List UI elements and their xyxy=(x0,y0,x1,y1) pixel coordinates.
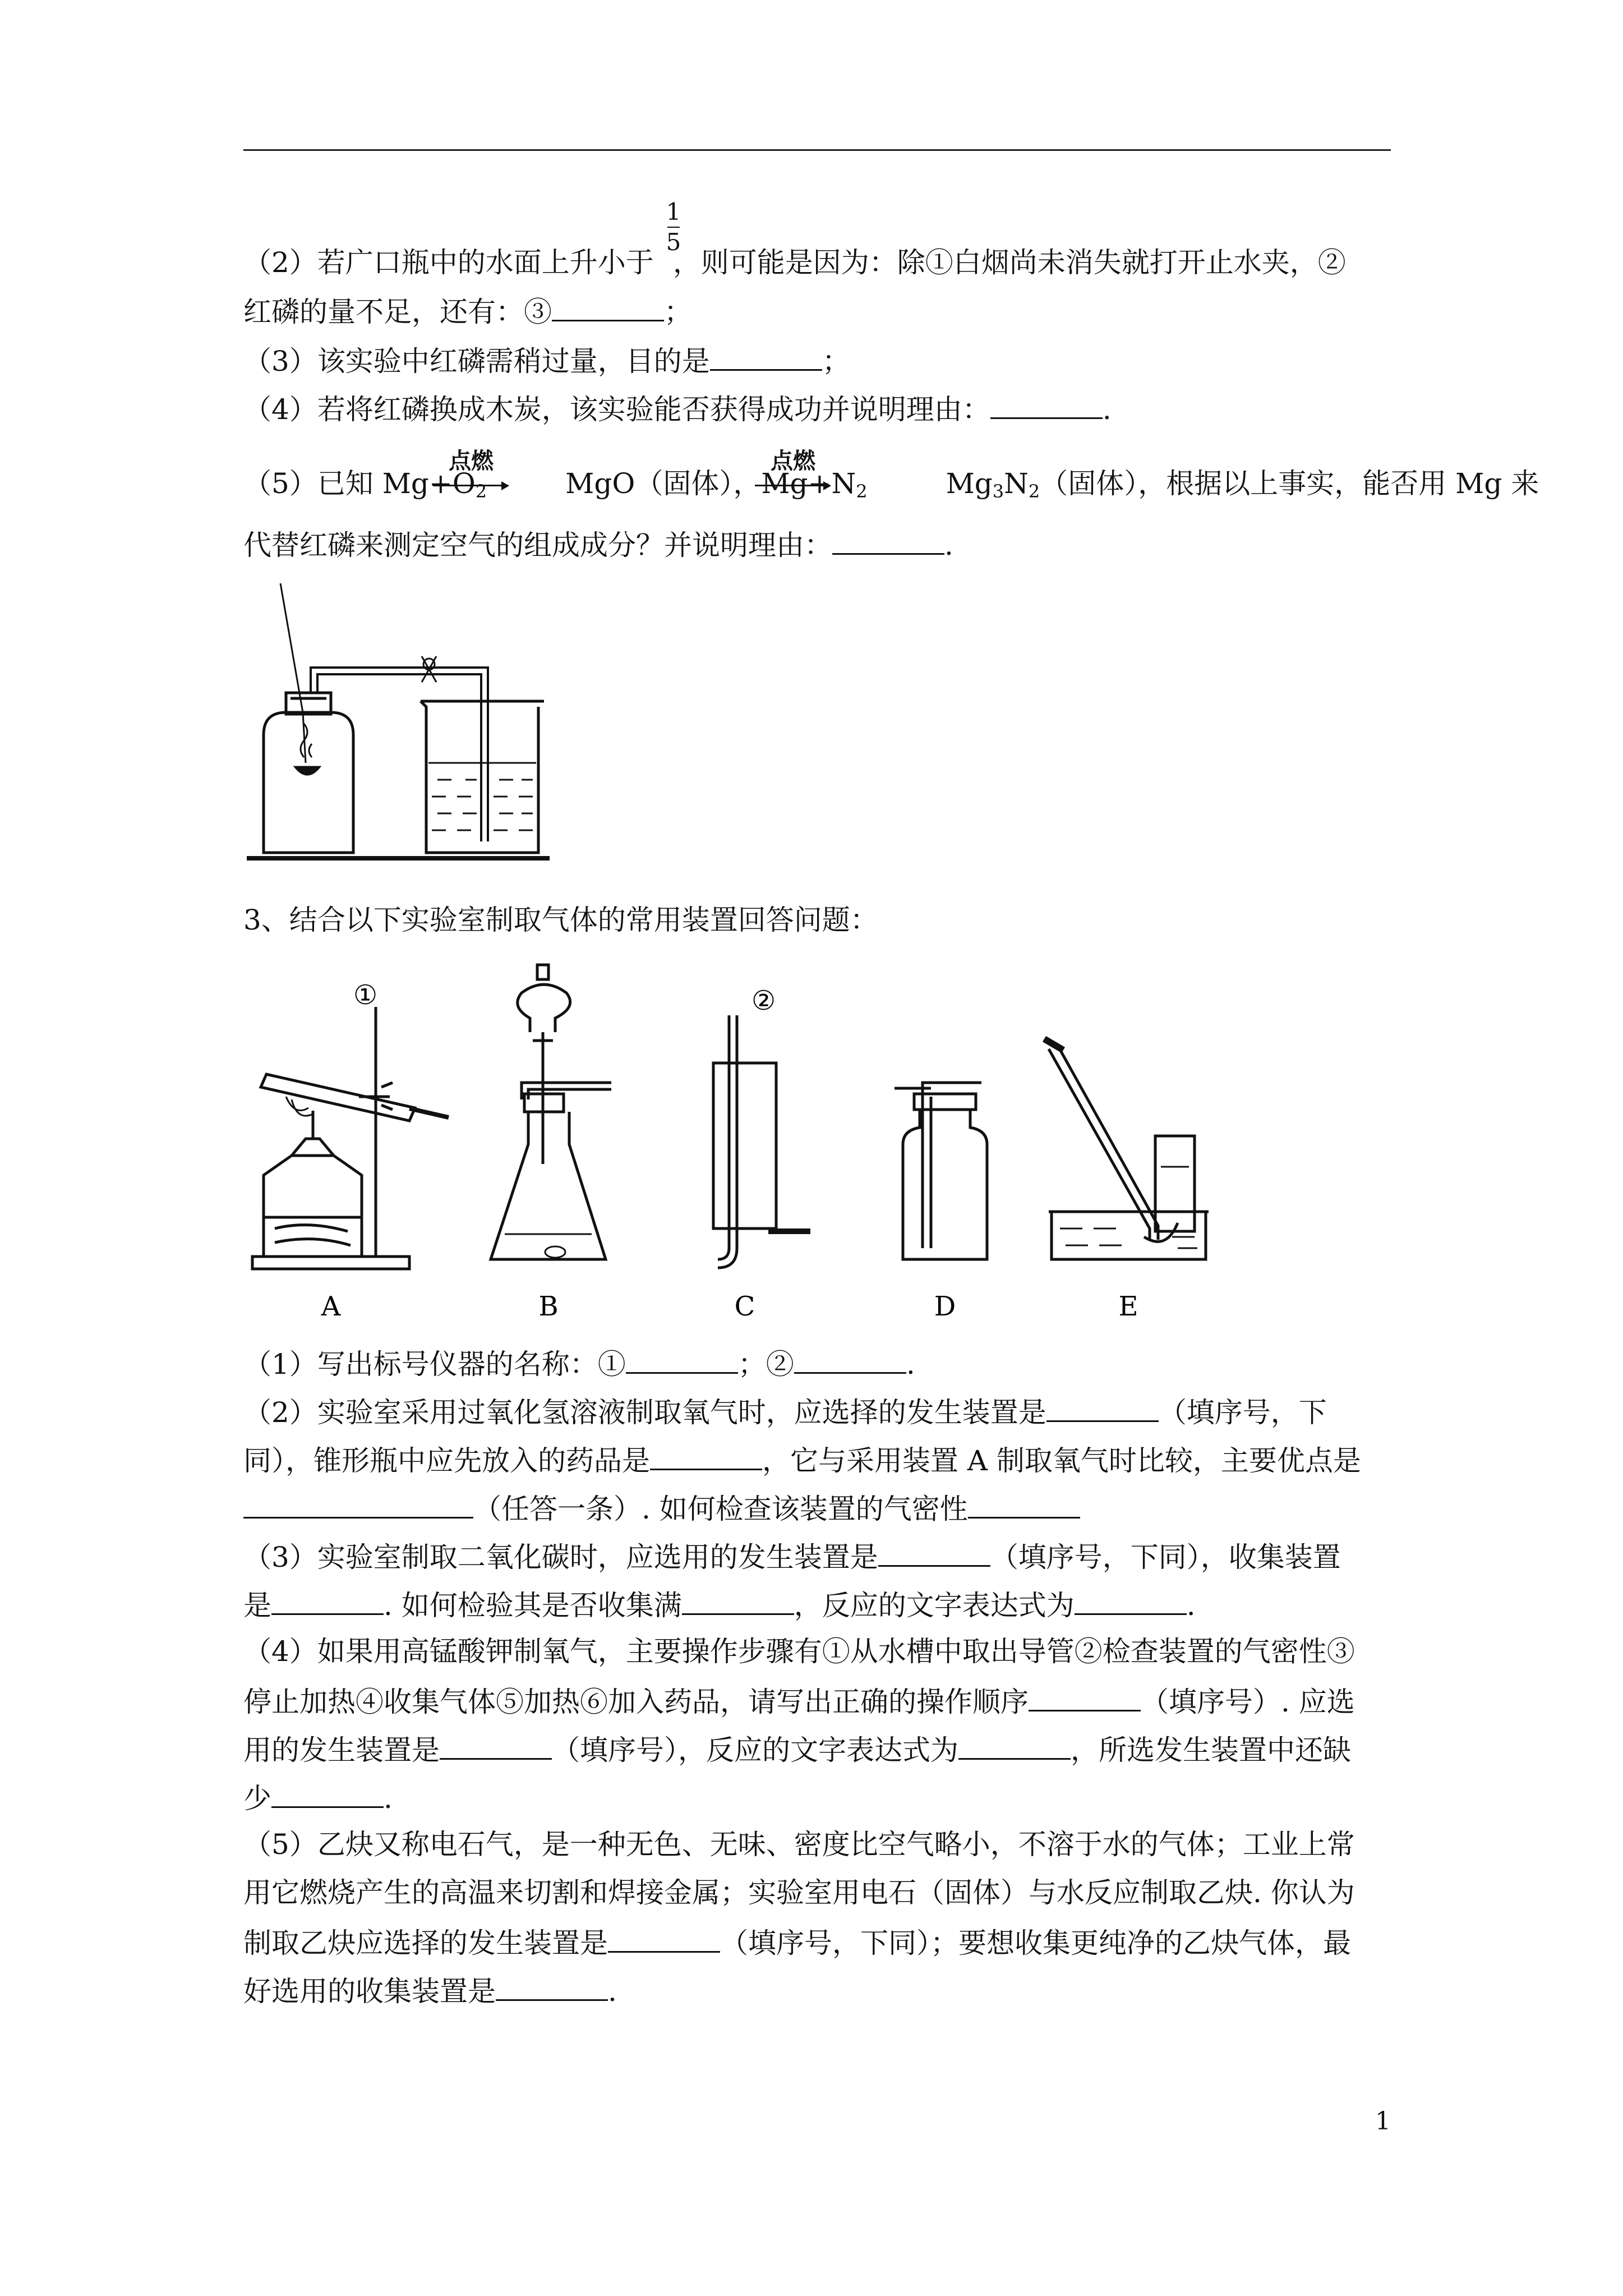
q3-sub5-line-1: （5）乙炔又称电石气，是一种无色、无味、密度比空气略小，不溶于水的气体；工业上常 xyxy=(243,1828,1355,1861)
header-rule xyxy=(243,149,1391,151)
answer-blank[interactable] xyxy=(1046,1393,1159,1422)
answer-blank[interactable] xyxy=(243,1490,473,1519)
answer-blank[interactable] xyxy=(552,293,664,321)
label-e: E xyxy=(1118,1291,1138,1322)
reaction-condition-2: 点燃 xyxy=(771,448,815,474)
q3-sub5-line-4: 好选用的收集装置是 . xyxy=(243,1972,617,2008)
answer-blank[interactable] xyxy=(682,1586,794,1615)
q2-line-2: 红磷的量不足，还有：③ ； xyxy=(243,293,692,329)
answer-blank[interactable] xyxy=(271,1586,384,1615)
answer-blank[interactable] xyxy=(440,1731,552,1760)
q3-sub4-line-3: 用的发生装置是 （填序号），反应的文字表达式为 ，所选发生装置中还缺 xyxy=(243,1731,1351,1767)
q2-sub4: （4）若将红磷换成木炭，该实验能否获得成功并说明理由： . xyxy=(243,390,1112,426)
q3-sub4-line-1: （4）如果用高锰酸钾制氧气，主要操作步骤有①从水槽中取出导管②检查装置的气密性③ xyxy=(243,1635,1355,1668)
answer-blank[interactable] xyxy=(650,1442,762,1470)
answer-blank[interactable] xyxy=(990,390,1103,419)
answer-blank[interactable] xyxy=(878,1538,990,1567)
q3-sub1: （1）写出标号仪器的名称：① ；② . xyxy=(243,1345,915,1381)
q3-sub2-line-1: （2）实验室采用过氧化氢溶液制取氧气时，应选择的发生装置是 （填序号，下 xyxy=(243,1393,1327,1429)
q2-sub5-line-1: （5）已知 $Mg+O_2$ MgO（固体），$Mg+N_2$ $Mg_3N_2$（固体），根据以上事实，能否用 Mg 来 xyxy=(243,467,1539,502)
answer-blank[interactable] xyxy=(496,1972,608,2001)
answer-blank[interactable] xyxy=(710,342,822,371)
answer-blank[interactable] xyxy=(1075,1586,1187,1615)
q3-sub5-line-3: 制取乙炔应选择的发生装置是 （填序号，下同）；要想收集更纯净的乙炔气体，最 xyxy=(243,1924,1351,1960)
q2-line-1: （2）若广口瓶中的水面上升小于 ，则可能是因为：除①白烟尚未消失就打开止水夹，② xyxy=(243,246,1346,279)
answer-blank[interactable] xyxy=(968,1490,1080,1519)
answer-blank[interactable] xyxy=(832,526,944,555)
reaction-condition-1: 点燃 xyxy=(449,448,494,474)
q3-sub3-line-2: 是 . 如何检验其是否收集满 ，反应的文字表达式为 . xyxy=(243,1586,1196,1622)
marker-1: ① xyxy=(353,979,378,1011)
page-number: 1 xyxy=(1375,2107,1391,2136)
label-a: A xyxy=(321,1291,341,1322)
q3-sub4-line-4: 少 . xyxy=(243,1779,393,1815)
label-b: B xyxy=(538,1291,559,1322)
label-d: D xyxy=(934,1291,956,1322)
q3-sub5-line-2: 用它燃烧产生的高温来切割和焊接金属；实验室用电石（固体）与水反应制取乙炔. 你认为 xyxy=(243,1876,1355,1909)
answer-blank[interactable] xyxy=(958,1731,1071,1760)
fraction-bar xyxy=(667,227,680,228)
label-c: C xyxy=(734,1291,755,1322)
answer-blank[interactable] xyxy=(1029,1683,1141,1711)
marker-2: ② xyxy=(751,985,776,1016)
gas-apparatus-figure xyxy=(241,954,1284,1324)
q3-title: 3、结合以下实验室制取气体的常用装置回答问题： xyxy=(243,904,878,936)
q2-sub5-line-2: 代替红磷来测定空气的组成成分？并说明理由： . xyxy=(243,526,953,562)
phosphorus-apparatus-figure xyxy=(241,572,555,864)
fraction-numerator: 1 xyxy=(666,198,681,226)
q3-sub3-line-1: （3）实验室制取二氧化碳时，应选用的发生装置是 （填序号，下同），收集装置 xyxy=(243,1538,1341,1574)
q2-sub3: （3）该实验中红磷需稍过量，目的是 ； xyxy=(243,342,850,378)
answer-blank[interactable] xyxy=(271,1779,384,1808)
answer-blank[interactable] xyxy=(794,1345,906,1374)
q3-sub4-line-2: 停止加热④收集气体⑤加热⑥加入药品，请写出正确的操作顺序 （填序号）. 应选 xyxy=(243,1683,1355,1719)
answer-blank[interactable] xyxy=(626,1345,738,1374)
fraction-denominator: 5 xyxy=(666,228,681,256)
answer-blank[interactable] xyxy=(608,1924,720,1953)
q3-sub2-line-2: 同），锥形瓶中应先放入的药品是 ，它与采用装置 A 制取氧气时比较，主要优点是 xyxy=(243,1442,1361,1478)
q3-sub2-line-3: （任答一条）. 如何检查该装置的气密性 xyxy=(243,1490,1080,1526)
